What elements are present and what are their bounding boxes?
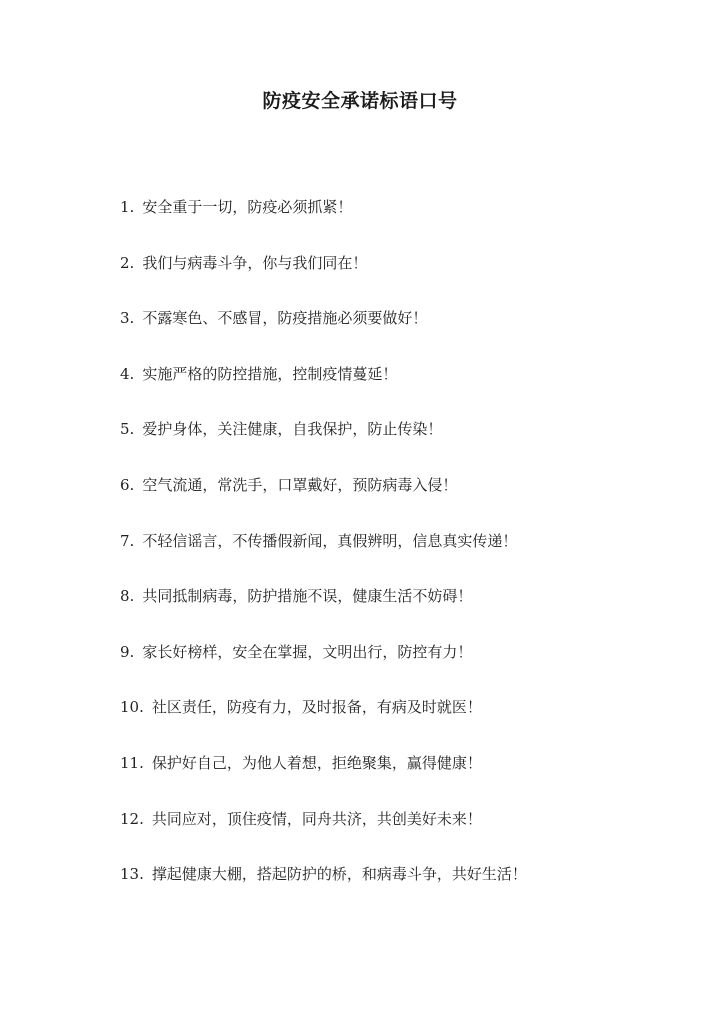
item-number: 1.: [120, 198, 135, 216]
item-number: 8.: [120, 587, 135, 606]
slogan-list: [120, 195, 680, 918]
item-text: 共同抵制病毒，防护措施不误，健康生活不妨碍！: [142, 587, 473, 606]
item-text: 空气流通，常洗手，口罩戴好，预防病毒入侵！: [142, 475, 458, 494]
list-item: [120, 695, 680, 751]
item-number: 5.: [120, 420, 135, 439]
item-number: 9.: [120, 642, 135, 661]
list-item: [120, 751, 680, 807]
item-text: 不露寒色、不感冒，防疫措施必须要做好！: [142, 309, 428, 328]
item-number: 11.: [120, 753, 144, 772]
list-item: [120, 306, 680, 362]
item-text: 爱护身体，关注健康，自我保护，防止传染！: [142, 420, 443, 439]
item-text: 保护好自己，为他人着想，拒绝聚集，赢得健康！: [151, 753, 482, 772]
list-item: [120, 807, 680, 863]
item-number: 7.: [120, 531, 135, 550]
item-number: 6.: [120, 475, 135, 494]
list-item: [120, 473, 680, 529]
item-text: 安全重于一切，防疫必须抓紧！: [142, 198, 353, 216]
list-item: [120, 640, 680, 696]
item-text: 我们与病毒斗争，你与我们同在！: [142, 253, 368, 272]
list-item: [120, 862, 680, 918]
list-item: [120, 195, 680, 251]
item-text: 撑起健康大棚，搭起防护的桥，和病毒斗争，共好生活！: [151, 865, 527, 884]
item-number: 12.: [120, 809, 144, 828]
item-text: 共同应对，顶住疫情，同舟共济，共创美好未来！: [151, 809, 482, 828]
item-number: 4.: [120, 364, 135, 383]
item-number: 13.: [120, 865, 144, 884]
list-item: [120, 584, 680, 640]
list-item: [120, 251, 680, 307]
item-number: 2.: [120, 253, 135, 272]
item-text: 不轻信谣言，不传播假新闻，真假辨明，信息真实传递！: [142, 531, 518, 550]
item-number: 3.: [120, 309, 135, 328]
item-text: 社区责任，防疫有力，及时报备，有病及时就医！: [151, 698, 482, 717]
document-title: 防疫安全承诺标语口号: [262, 90, 458, 112]
list-item: [120, 529, 680, 585]
list-item: [120, 362, 680, 418]
list-item: [120, 417, 680, 473]
item-text: 实施严格的防控措施，控制疫情蔓延！: [142, 364, 398, 383]
item-number: 10.: [120, 698, 144, 717]
item-text: 家长好榜样，安全在掌握，文明出行，防控有力！: [142, 642, 473, 661]
